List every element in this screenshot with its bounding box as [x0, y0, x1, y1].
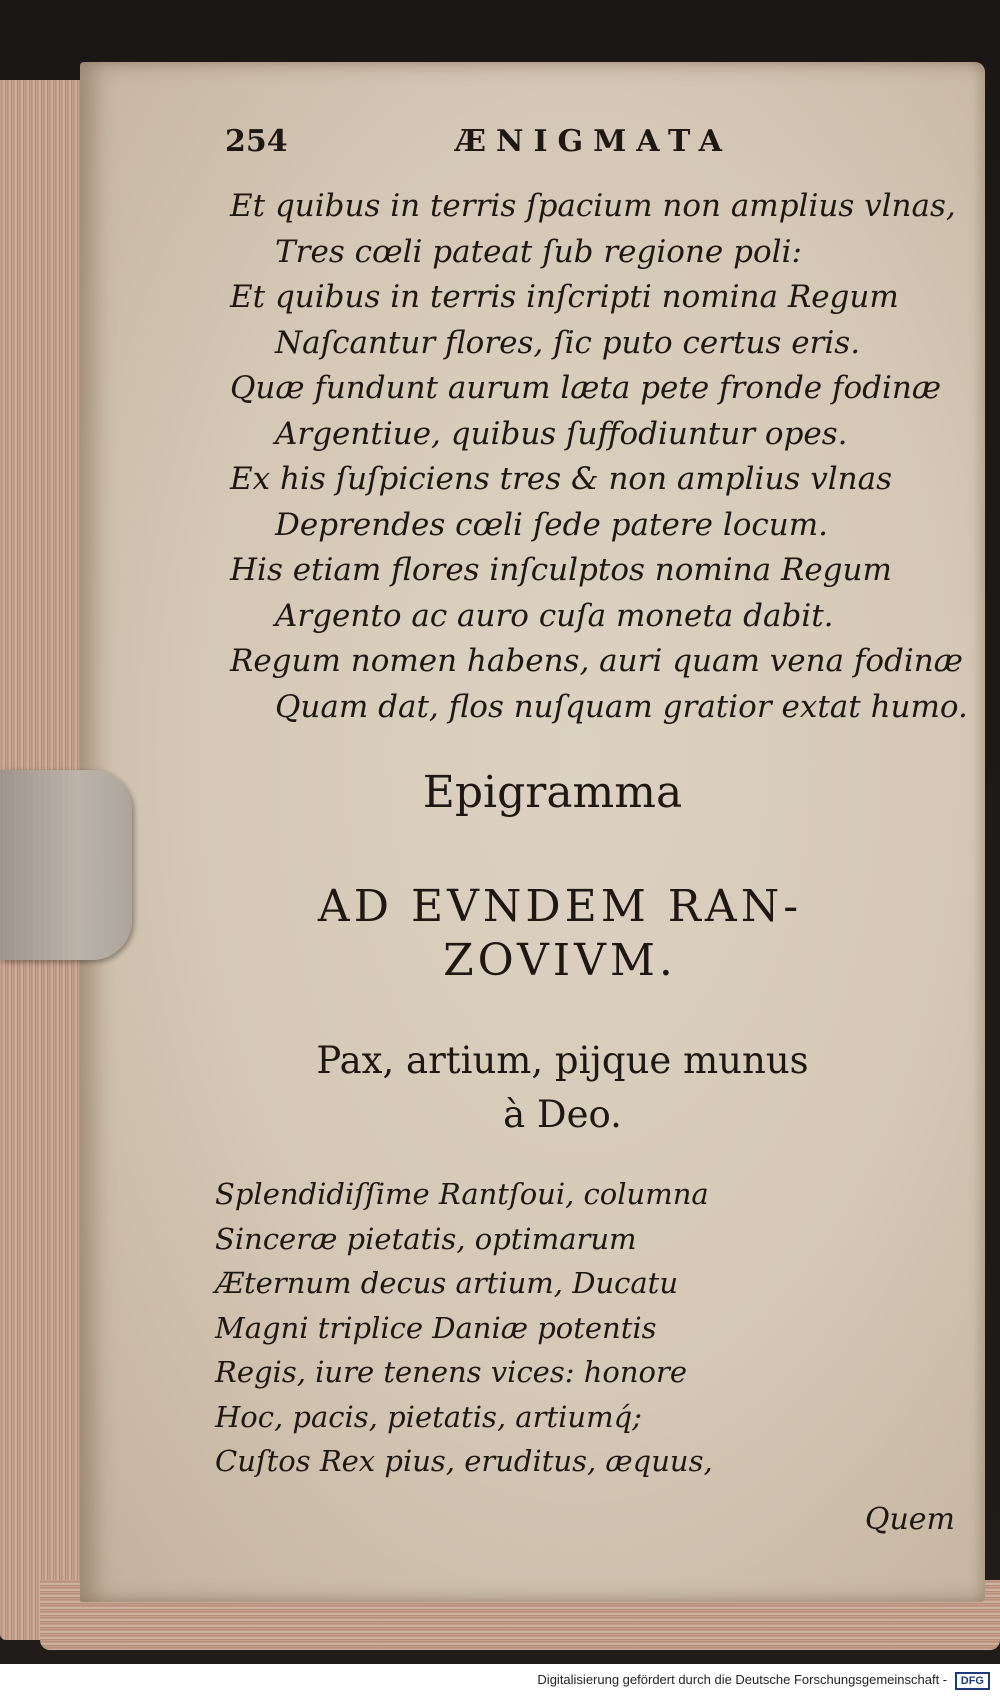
dedication-line: ZOVIVM.: [443, 935, 677, 986]
page-clip: [0, 770, 132, 960]
poem-line: Splendidiſſime Rantſoui, columna: [215, 1177, 709, 1211]
dedication-line: AD EVNDEM RAN-: [317, 881, 803, 932]
verse-line: Et quibus in terris ſpacium non amplius vlnas,: [230, 188, 956, 224]
verse-line: Quæ fundunt aurum læta pete fronde fodinæ: [230, 370, 942, 406]
verse-line: Ex his ſuſpiciens tres & non amplius vlnas: [230, 461, 892, 497]
verse-block: [230, 184, 990, 730]
motto: [80, 1034, 985, 1142]
verse-line: Naſcantur flores, ſic puto certus eris.: [275, 324, 861, 361]
book-page: [80, 62, 985, 1602]
poem-line: Cuſtos Rex pius, eruditus, æquus,: [215, 1444, 713, 1478]
page-number: 254: [225, 124, 288, 159]
verse-line: Argentiue, quibus ſuffodiuntur opes.: [275, 415, 848, 452]
poem-line: Regis, iure tenens vices: honore: [215, 1355, 688, 1389]
poem-line: Æternum decus artium, Ducatu: [215, 1266, 679, 1300]
digitization-credit: [0, 1664, 1000, 1696]
dfg-logo: DFG: [955, 1672, 990, 1690]
verse-line: Argento ac auro cuſa moneta dabit.: [275, 597, 834, 634]
poem-block: [215, 1172, 915, 1484]
epigram-heading: Epigramma: [422, 767, 683, 818]
catchword: Quem: [864, 1502, 955, 1537]
verse-line: Et quibus in terris inſcripti nomina Regum: [230, 279, 899, 315]
verse-line: Quam dat, flos nuſquam gratior extat humo.: [275, 688, 968, 725]
motto-line: à Deo.: [503, 1093, 622, 1136]
verse-line: Tres cœli pateat ſub regione poli:: [275, 233, 802, 270]
poem-line: Sinceræ pietatis, optimarum: [215, 1221, 637, 1256]
verse-line: Deprendes cœli ſede patere locum.: [275, 506, 828, 543]
running-head: [225, 124, 885, 164]
poem-line: Hoc, pacis, pietatis, artiumq́;: [215, 1399, 642, 1434]
credit-text: Digitalisierung gefördert durch die Deutsche Forschungsgemeinschaft -: [537, 1672, 948, 1687]
motto-line: Pax, artium, pijque munus: [316, 1039, 809, 1082]
verse-line: Regum nomen habens, auri quam vena fodinæ: [230, 643, 963, 679]
verse-line: His etiam flores inſculptos nomina Regum: [230, 552, 892, 588]
poem-line: Magni triplice Daniæ potentis: [215, 1310, 657, 1345]
dedication-heading: [80, 880, 985, 988]
running-title: ÆNIGMATA: [455, 124, 732, 159]
